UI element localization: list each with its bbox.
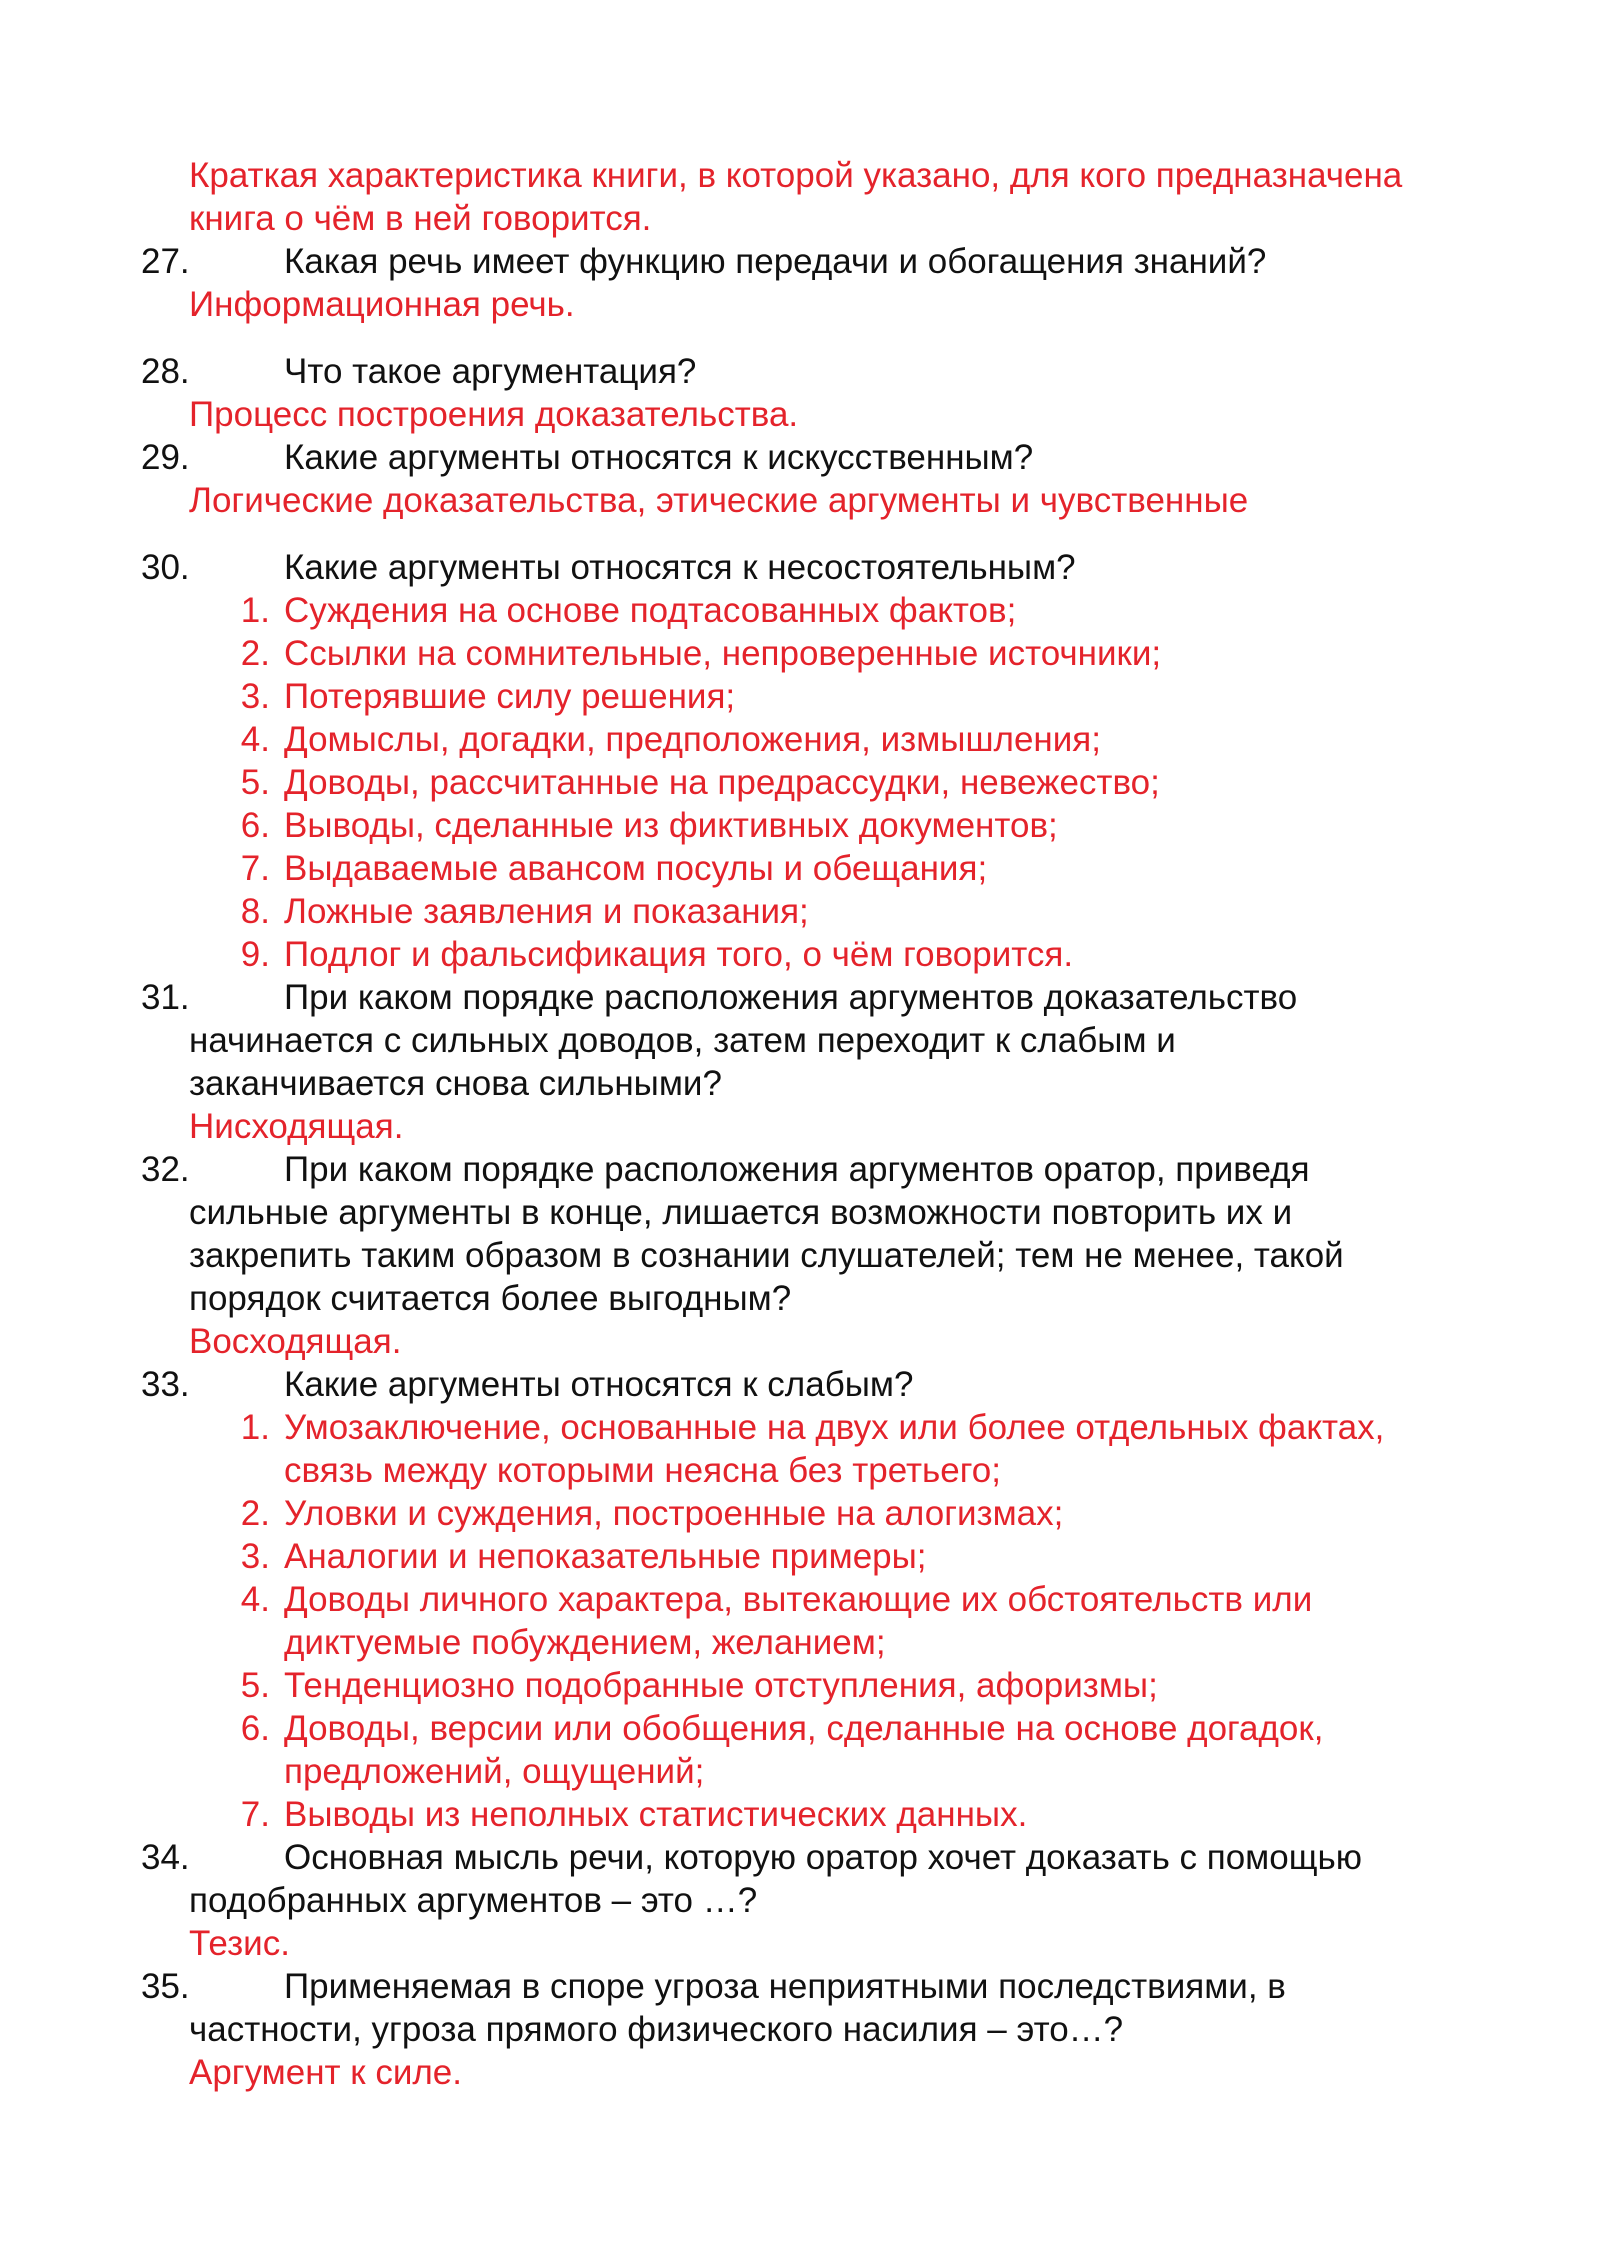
question-text-line: подобранных аргументов – это …? — [189, 1881, 758, 1920]
answer-line: Восходящая. — [189, 1322, 402, 1361]
question-text-line: сильные аргументы в конце, лишается возможности повторить их и — [189, 1193, 1293, 1232]
question-number: 35. — [141, 1967, 190, 2006]
question-text-line: начинается с сильных доводов, затем переходит к слабым и — [189, 1021, 1176, 1060]
list-item-number: 1. — [240, 1408, 270, 1447]
question-text-line: Какие аргументы относятся к искусственным? — [284, 438, 1034, 477]
question-text-line: При каком порядке расположения аргументов доказательство — [284, 978, 1298, 1017]
question-text-line: Какие аргументы относятся к слабым? — [284, 1365, 914, 1404]
answer-line: Информационная речь. — [189, 285, 575, 324]
question-text-line: частности, угроза прямого физического насилия – это…? — [189, 2010, 1124, 2049]
list-item-number: 5. — [240, 1666, 270, 1705]
question-number: 30. — [141, 548, 190, 587]
list-item-text: Домыслы, догадки, предположения, измышления; — [284, 720, 1101, 759]
list-item-text: Выводы, сделанные из фиктивных документов; — [284, 806, 1058, 845]
question-number: 31. — [141, 978, 190, 1017]
list-item-text: Выводы из неполных статистических данных. — [284, 1795, 1028, 1834]
list-item-text: Потерявшие силу решения; — [284, 677, 736, 716]
list-item-number: 5. — [240, 763, 270, 802]
intro-answer-line: книга о чём в ней говорится. — [189, 199, 652, 238]
list-item-text: Тенденциозно подобранные отступления, афоризмы; — [284, 1666, 1158, 1705]
question-number: 33. — [141, 1365, 190, 1404]
intro-answer-line: Краткая характеристика книги, в которой указано, для кого предназначена — [189, 156, 1403, 195]
question-number: 28. — [141, 352, 190, 391]
list-item-text: Аналогии и непоказательные примеры; — [284, 1537, 927, 1576]
question-text-line: заканчивается снова сильными? — [189, 1064, 722, 1103]
answer-line: Аргумент к силе. — [189, 2053, 462, 2092]
list-item-number: 8. — [240, 892, 270, 931]
list-item-number: 3. — [240, 1537, 270, 1576]
list-item-number: 2. — [240, 634, 270, 673]
list-item-number: 6. — [240, 1709, 270, 1748]
list-item-text: предложений, ощущений; — [284, 1752, 705, 1791]
list-item-text: Ссылки на сомнительные, непроверенные источники; — [284, 634, 1162, 673]
question-text-line: При каком порядке расположения аргументов оратор, приведя — [284, 1150, 1310, 1189]
question-text-line: Что такое аргументация? — [284, 352, 697, 391]
answer-line: Нисходящая. — [189, 1107, 404, 1146]
question-number: 29. — [141, 438, 190, 477]
question-number: 27. — [141, 242, 190, 281]
question-text-line: Основная мысль речи, которую оратор хочет доказать с помощью — [284, 1838, 1362, 1877]
question-text-line: закрепить таким образом в сознании слушателей; тем не менее, такой — [189, 1236, 1344, 1275]
question-text-line: Какие аргументы относятся к несостоятельным? — [284, 548, 1076, 587]
list-item-text: Ложные заявления и показания; — [284, 892, 809, 931]
list-item-number: 1. — [240, 591, 270, 630]
question-number: 34. — [141, 1838, 190, 1877]
list-item-number: 3. — [240, 677, 270, 716]
list-item-text: Доводы, рассчитанные на предрассудки, невежество; — [284, 763, 1160, 802]
question-text-line: Какая речь имеет функцию передачи и обогащения знаний? — [284, 242, 1267, 281]
list-item-text: Умозаключение, основанные на двух или более отдельных фактах, — [284, 1408, 1385, 1447]
list-item-number: 7. — [240, 849, 270, 888]
question-number: 32. — [141, 1150, 190, 1189]
list-item-text: диктуемые побуждением, желанием; — [284, 1623, 886, 1662]
list-item-text: Доводы личного характера, вытекающие их обстоятельств или — [284, 1580, 1313, 1619]
list-item-text: Суждения на основе подтасованных фактов; — [284, 591, 1017, 630]
list-item-number: 9. — [240, 935, 270, 974]
list-item-number: 2. — [240, 1494, 270, 1533]
list-item-number: 4. — [240, 1580, 270, 1619]
question-text-line: порядок считается более выгодным? — [189, 1279, 792, 1318]
list-item-number: 7. — [240, 1795, 270, 1834]
list-item-text: связь между которыми неясна без третьего; — [284, 1451, 1001, 1490]
answer-line: Процесс построения доказательства. — [189, 395, 799, 434]
list-item-text: Подлог и фальсификация того, о чём говорится. — [284, 935, 1074, 974]
list-item-number: 6. — [240, 806, 270, 845]
answer-line: Логические доказательства, этические аргументы и чувственные — [189, 481, 1249, 520]
list-item-text: Выдаваемые авансом посулы и обещания; — [284, 849, 988, 888]
list-item-number: 4. — [240, 720, 270, 759]
list-item-text: Уловки и суждения, построенные на алогизмах; — [284, 1494, 1064, 1533]
answer-line: Тезис. — [189, 1924, 290, 1963]
question-text-line: Применяемая в споре угроза неприятными последствиями, в — [284, 1967, 1286, 2006]
list-item-text: Доводы, версии или обобщения, сделанные на основе догадок, — [284, 1709, 1324, 1748]
